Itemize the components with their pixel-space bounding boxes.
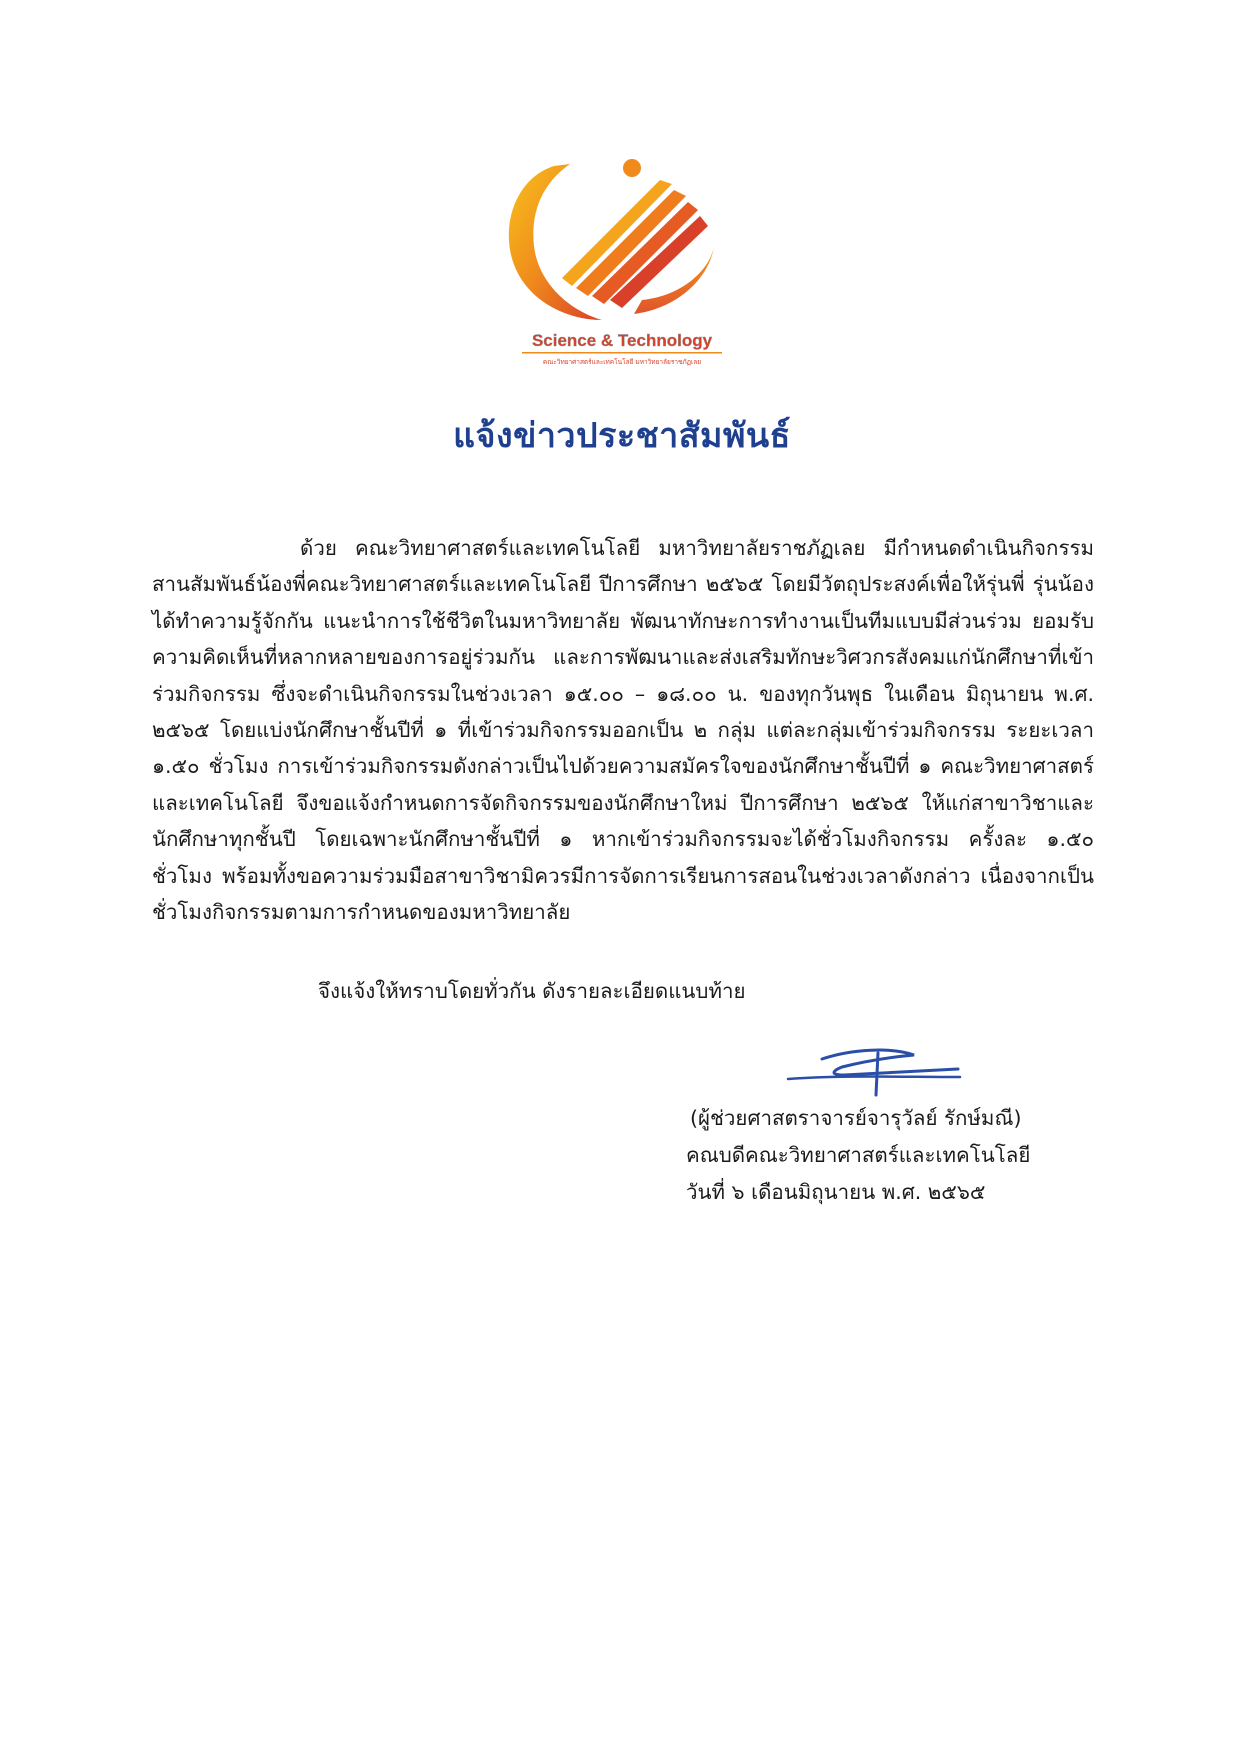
signature-image [782,1045,962,1097]
signer-position: คณบดีคณะวิทยาศาสตร์และเทคโนโลยี [686,1143,1031,1167]
body-paragraph [152,530,1094,930]
faculty-logo [492,150,752,372]
signer-name: (ผู้ช่วยศาสตราจารย์จารุวัลย์ รักษ์มณี) [690,1106,1022,1130]
signer-block [686,1100,1066,1211]
closing-line: จึงแจ้งให้ทราบโดยทั่วกัน ดังรายละเอียดแนบท้าย [318,979,746,1003]
body-text: ด้วย คณะวิทยาศาสตร์และเทคโนโลยี มหาวิทยาลัยราชภัฏเลย มีกำหนดดำเนินกิจกรรมสานสัมพันธ์น้องพี่คณะวิทยาศาสตร์และเทคโนโลยี ปีการศึกษา ๒๕๖๕ โดยมีวัตถุประสงค์เพื่อให้รุ่นพี่ รุ่นน้อง ได้ทำความรู้จักกัน แนะนำการใช้ชีวิตในมหาวิทยาลัย พัฒนาทักษะการทำงานเป็นทีมแบบมีส่วนร่วม ยอมรับความคิดเห็นที่หลากหลายของการอยู่ร่วมกัน และการพัฒนาและส่งเสริมทักษะวิศวกรสังคมแก่นักศึกษาที่เข้าร่วมกิจกรรม ซึ่งจะดำเนินกิจกรรมในช่วงเวลา ๑๕.๐๐ – ๑๘.๐๐ น. ของทุกวันพุธ ในเดือน มิถุนายน พ.ศ. ๒๕๖๕ โดยแบ่งนักศึกษาชั้นปีที่ ๑ ที่เข้าร่วมกิจกรรมออกเป็น ๒ กลุ่ม แต่ละกลุ่มเข้าร่วมกิจกรรม ระยะเวลา ๑.๕๐ ชั่วโมง การเข้าร่วมกิจกรรมดังกล่าวเป็นไปด้วยความสมัครใจของนักศึกษาชั้นปีที่ ๑ คณะวิทยาศาสตร์และเทคโนโลยี จึงขอแจ้งกำหนดการจัดกิจกรรมของนักศึกษาใหม่ ปีการศึกษา ๒๕๖๕ ให้แก่สาขาวิชาและนักศึกษาทุกชั้นปี โดยเฉพาะนักศึกษาชั้นปีที่ ๑ หากเข้าร่วมกิจกรรมจะได้ชั่วโมงกิจกรรม ครั้งละ ๑.๕๐ ชั่วโมง พร้อมทั้งขอความร่วมมือสาขาวิชามิควรมีการจัดการเรียนการสอนในช่วงเวลาดังกล่าว เนื่องจากเป็นชั่วโมงกิจกรรมตามการกำหนดของมหาวิทยาลัย [152,536,1094,925]
logo-text-main: Science & Technology [531,331,713,350]
document-title: แจ้งข่าวประชาสัมพันธ์ [453,416,791,456]
logo-text-sub: คณะวิทยาศาสตร์และเทคโนโลยี มหาวิทยาลัยราชภัฏเลย [542,358,702,366]
document-date: วันที่ ๖ เดือนมิถุนายน พ.ศ. ๒๕๖๕ [686,1180,986,1204]
